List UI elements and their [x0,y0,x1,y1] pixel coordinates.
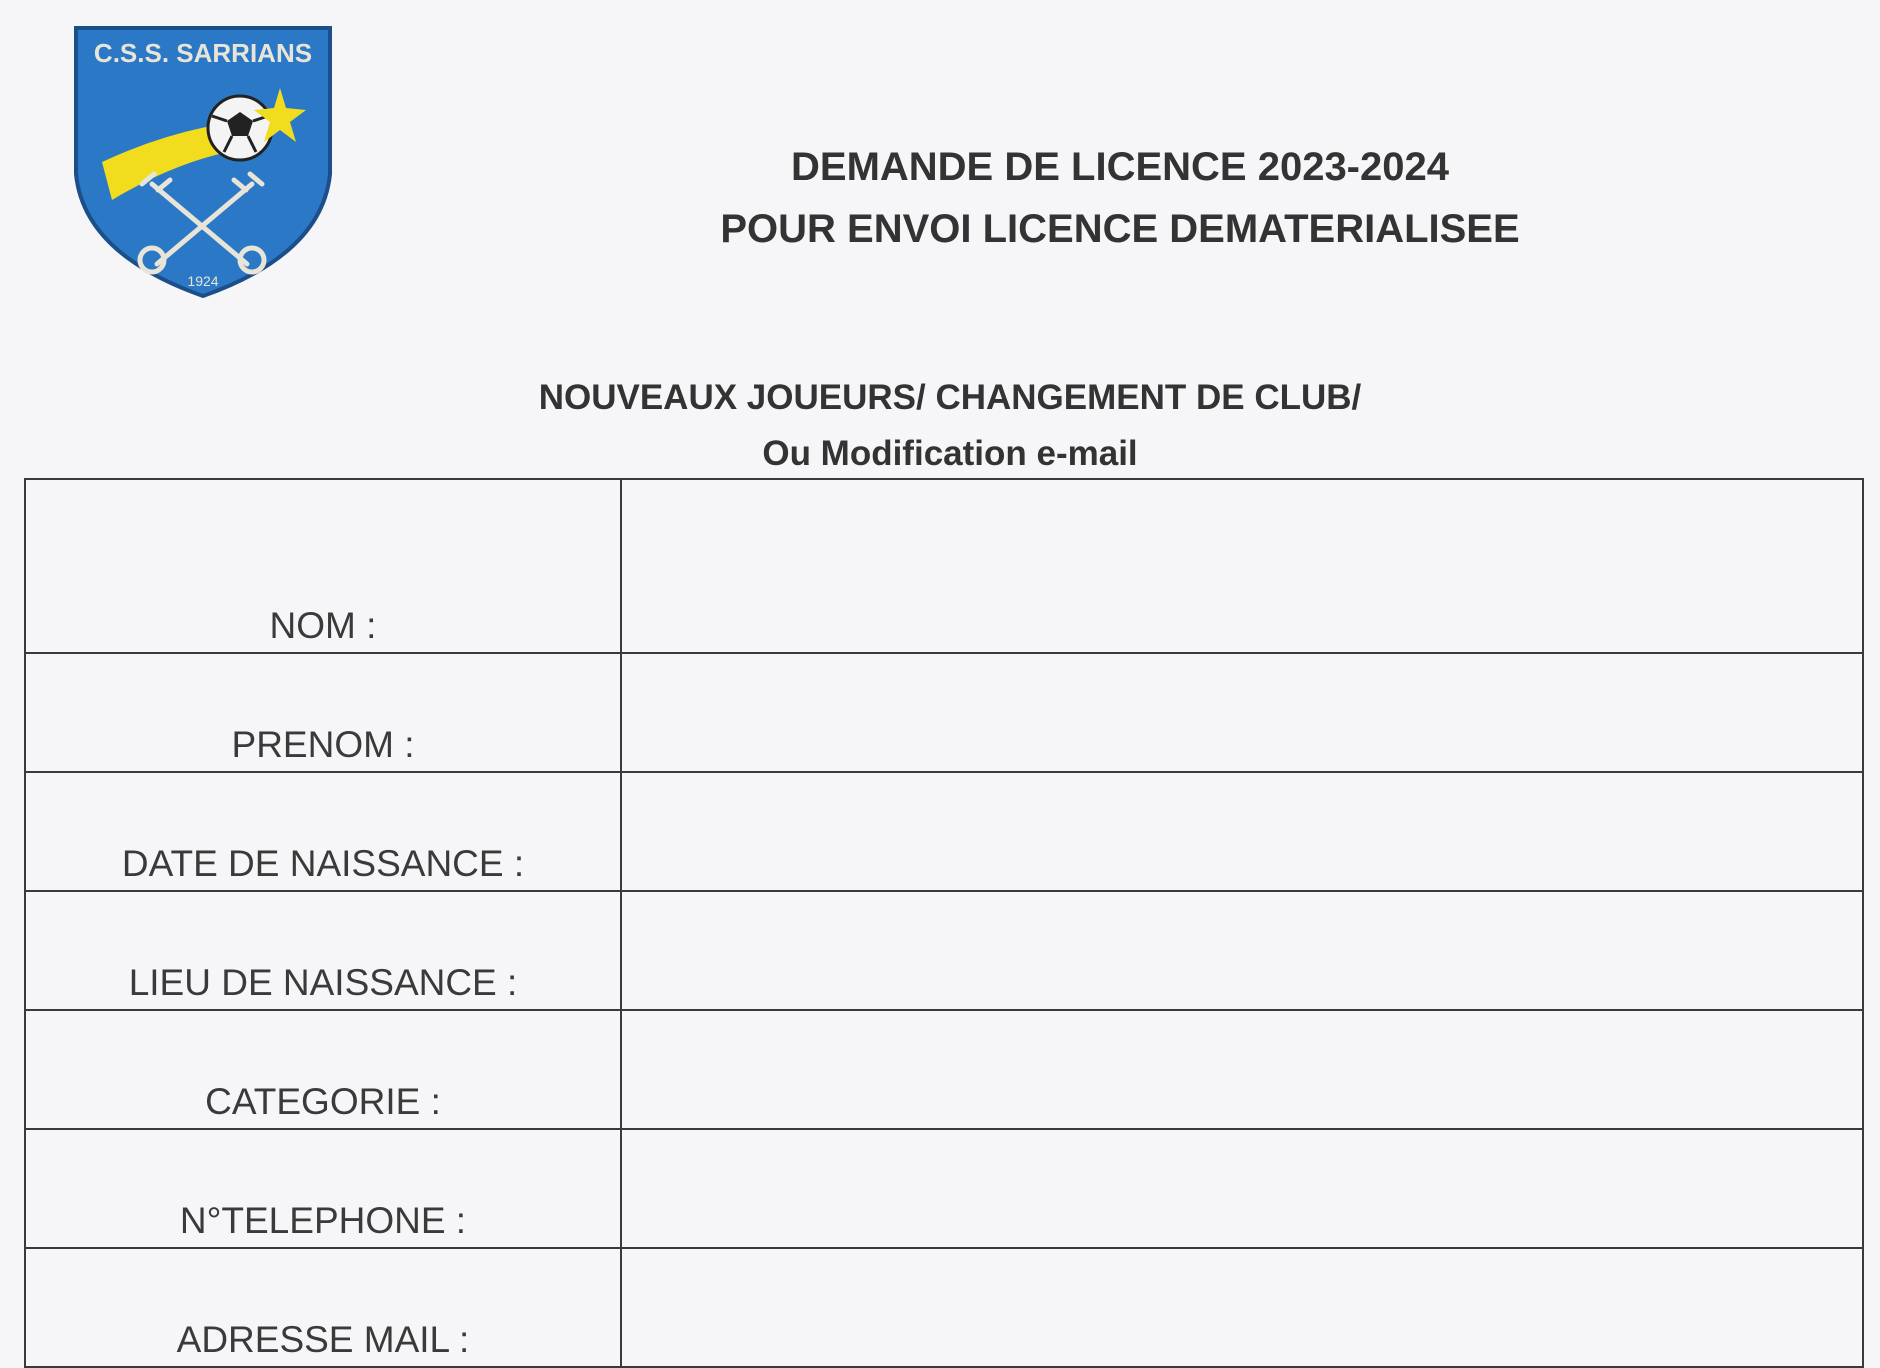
form-field-telephone[interactable] [621,1129,1863,1248]
form-label-categorie: CATEGORIE : [25,1010,621,1129]
form-row-telephone [25,1129,1863,1248]
logo-top-text: C.S.S. SARRIANS [93,38,313,68]
subtitle-line-2: Ou Modification e-mail [762,434,1138,473]
form-field-lieu-naissance[interactable] [621,891,1863,1010]
form-field-date-naissance[interactable] [621,772,1863,891]
club-logo [72,24,334,300]
title-line-2: POUR ENVOI LICENCE DEMATERIALISEE [720,207,1520,251]
form-row-nom [25,479,1863,653]
section-subtitle [340,370,1560,482]
form-label-adresse-mail: ADRESSE MAIL : [25,1248,621,1367]
subtitle-line-1: NOUVEAUX JOUEURS/ CHANGEMENT DE CLUB/ [538,378,1362,417]
form-row-lieu-naissance [25,891,1863,1010]
document-title [620,136,1620,260]
form-field-categorie[interactable] [621,1010,1863,1129]
title-line-1: DEMANDE DE LICENCE 2023-2024 [791,145,1449,189]
form-field-adresse-mail[interactable] [621,1248,1863,1367]
form-field-nom[interactable] [621,479,1863,653]
license-form-table [24,478,1864,1368]
form-label-prenom: PRENOM : [25,653,621,772]
form-label-date-naissance: DATE DE NAISSANCE : [25,772,621,891]
form-label-lieu-naissance: LIEU DE NAISSANCE : [25,891,621,1010]
form-label-telephone: N°TELEPHONE : [25,1129,621,1248]
form-row-prenom [25,653,1863,772]
form-label-nom: NOM : [25,479,621,653]
logo-year-text: 1924 [187,273,219,289]
form-field-prenom[interactable] [621,653,1863,772]
form-row-categorie [25,1010,1863,1129]
form-row-date-naissance [25,772,1863,891]
form-row-adresse-mail [25,1248,1863,1367]
club-crest-shield-icon [72,24,334,300]
